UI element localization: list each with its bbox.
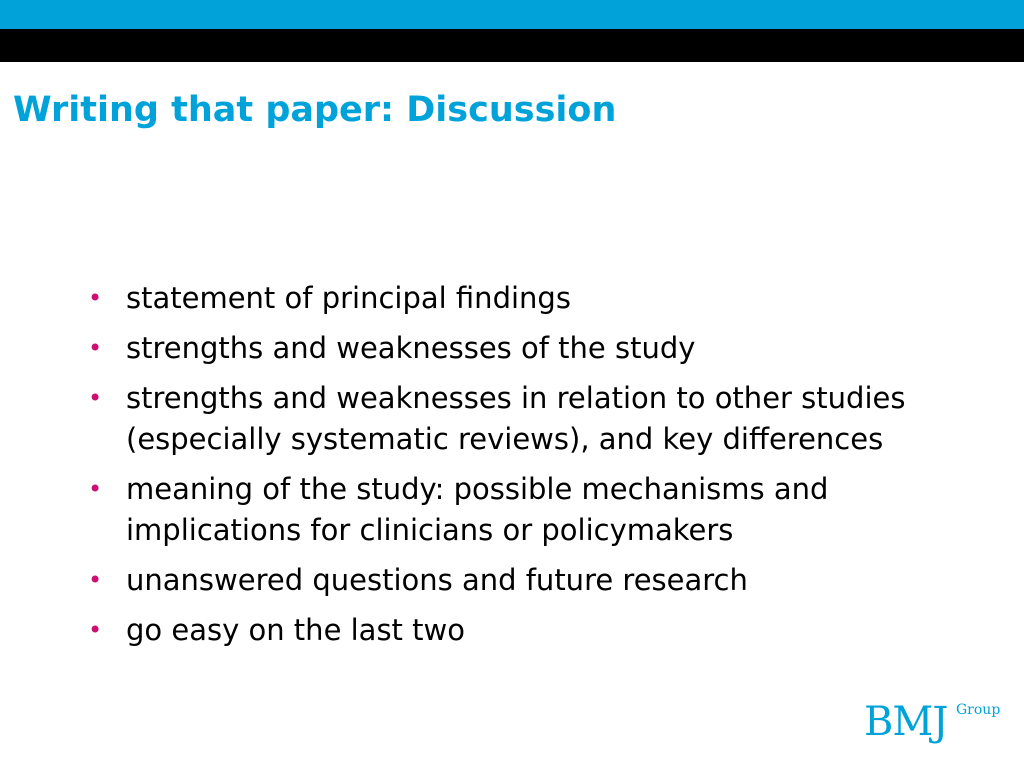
list-item — [88, 378, 928, 460]
bullet-icon: • — [88, 384, 103, 412]
bullet-icon: • — [88, 616, 103, 644]
bullet-list — [88, 278, 928, 660]
bullet-text: statement of principal findings — [126, 281, 571, 315]
list-item — [88, 610, 928, 651]
logo-sub-text: Group — [956, 702, 1001, 718]
bullet-text: meaning of the study: possible mechanisms and implications for clinicians or policymakers — [126, 472, 829, 547]
list-item — [88, 560, 928, 601]
list-item — [88, 469, 928, 551]
bullet-text: go easy on the last two — [126, 613, 465, 647]
bullet-text: strengths and weaknesses in relation to other studies (especially systematic reviews), and key differences — [126, 381, 906, 456]
slide-title: Writing that paper: Discussion — [13, 90, 617, 130]
list-item — [88, 278, 928, 319]
list-item — [88, 328, 928, 369]
logo-main-text: BMJ — [864, 699, 948, 745]
bullet-text: unanswered questions and future research — [126, 563, 748, 597]
header-stripe — [0, 0, 1024, 29]
bullet-text: strengths and weaknesses of the study — [126, 331, 696, 365]
bullet-icon: • — [88, 566, 103, 594]
bullet-icon: • — [88, 475, 103, 503]
bullet-icon: • — [88, 284, 103, 312]
bmj-group-logo — [864, 698, 1014, 754]
bullet-icon: • — [88, 334, 103, 362]
header-band — [0, 29, 1024, 62]
